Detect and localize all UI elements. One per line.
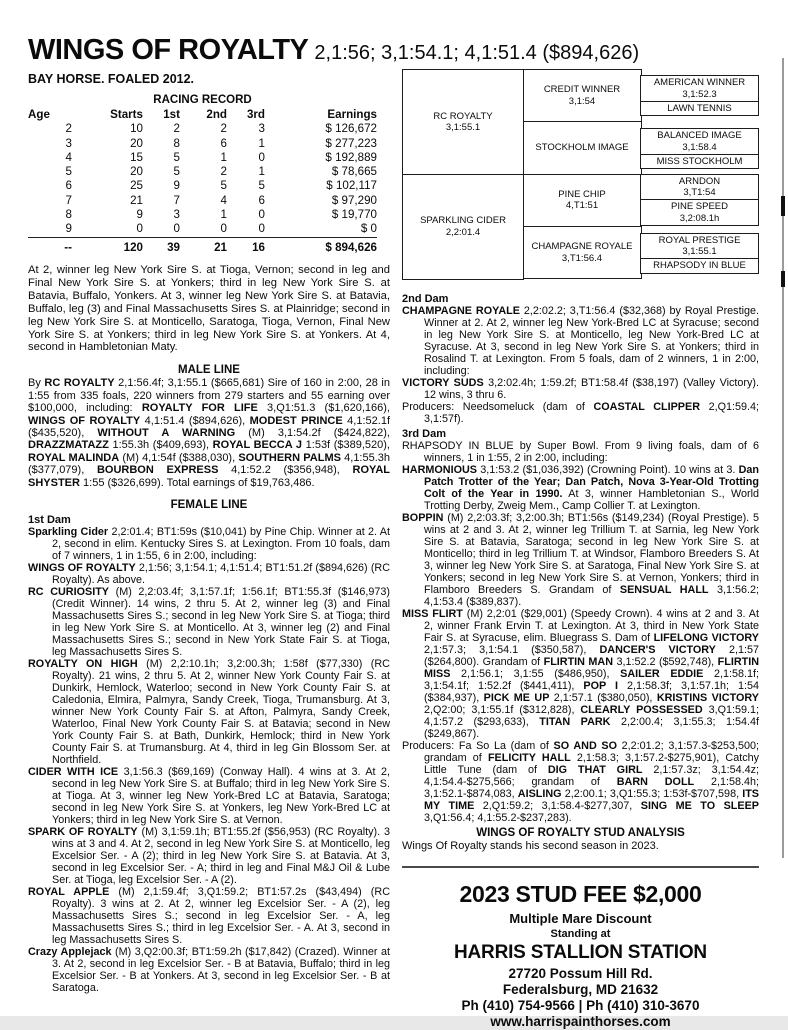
horse-entry-victory-suds: VICTORY SUDS 3,2:02.4h; 1:59.2f; BT1:58.4f ($38,197) (Valley Victory). 12 wins, 3 thru 6. bbox=[402, 376, 759, 401]
col-header-2nd: 2nd bbox=[206, 108, 227, 121]
male-line-heading: MALE LINE bbox=[178, 364, 240, 377]
table-row bbox=[28, 137, 377, 151]
table-cell: 3 bbox=[65, 136, 72, 150]
table-cell: 1 bbox=[258, 165, 265, 179]
racing-record-heading: RACING RECORD bbox=[153, 94, 252, 106]
address-line-1: 27720 Possum Hill Rd. bbox=[508, 966, 653, 981]
phone-numbers: Ph (410) 754-9566 | Ph (410) 310-3670 bbox=[461, 998, 700, 1013]
table-cell: 2 bbox=[65, 122, 72, 136]
table-cell: 21 bbox=[130, 193, 143, 207]
producers-entry-3rd-dam: Producers: Fa So La (dam of SO AND SO 2,2:01.2; 3,1:57.3-$253,500; grandam of FELICITY HALL 2,1:58.3; 3,1:57.2-$275,901), Catchy Little Tune (dam of DIG THAT GIRL 2,1:57.3z; 3,1:54.4z; 4,1:54.4-$275,566; grandam of BARN DOLL 2,1:58.4h; 3,1:52.1-$874,083, AISLING 2,2:00.1; 3,Q1:55.3; 1:53f-$707,598, ITS MY TIME 2,Q1:59.2; 3,1:58.4-$277,307, SING ME TO SLEEP 3,Q1:56.4; 4,1:55.2-$237,283). bbox=[402, 739, 760, 824]
table-cell: 120 bbox=[72, 237, 143, 255]
horse-entry-boppin: BOPPIN (M) 2,2:03.3f; 3,2:00.3h; BT1:56s ($149,234) (Royal Prestige). 5 wins at 2 and 3. At 2, winner leg Trillium T. at Sarnia, leg New York Sire S. at Batavia, Saratoga; second in leg New York Sire S. at Monticello; third in leg Trillium T. at Windsor, Flamboro Breeders S. At 3, winner leg New York Sire S. at Saratoga, Final New York Sire S. at Yonkers; second in leg New York Sire S. at Vernon, Yonkers; third in Flamboro Breeders S. Grandam of SENSUAL HALL 3,1:56.2; 4,1:53.4 ($389,837). bbox=[402, 511, 760, 608]
second-dam-label: 2nd Dam bbox=[402, 292, 449, 305]
table-cell: 8 bbox=[173, 136, 180, 150]
pedigree-sire-sire: CREDIT WINNER 3,1:54 bbox=[523, 69, 642, 123]
table-cell: 5 bbox=[258, 179, 265, 193]
table-cell: 3 bbox=[173, 208, 180, 222]
left-column bbox=[28, 69, 390, 994]
table-cell: 6 bbox=[258, 193, 265, 207]
horse-record-times: 2,1:56; 3,1:54.1; 4,1:51.4 ($894,626) bbox=[314, 42, 640, 64]
pedigree-sire-dam-sire: BALANCED IMAGE 3,1:58.4 bbox=[640, 128, 759, 155]
pedigree-sire-dam-dam: MISS STOCKHOLM bbox=[640, 154, 759, 170]
table-cell: $ 102,117 bbox=[326, 179, 377, 193]
pedigree-dam-dam-dam: RHAPSODY IN BLUE bbox=[640, 258, 759, 274]
pedigree-dam-dam: CHAMPAGNE ROYALE 3,T1:56.4 bbox=[523, 226, 642, 280]
table-row bbox=[28, 122, 377, 136]
table-cell: 4 bbox=[220, 193, 227, 207]
table-cell: 0 bbox=[258, 150, 265, 164]
table-row bbox=[28, 179, 377, 193]
pedigree-dam-sire: PINE CHIP 4,T1:51 bbox=[523, 174, 642, 228]
horse-entry-miss-flirt: MISS FLIRT (M) 2,2:01 ($29,001) (Speedy Crown). 4 wins at 2 and 3. At 2, winner Frank Ervin T. at Lexington. At 3, third in New York State Fair S. at Syracuse, elim. Bluegrass S. Dam of LIFELONG VICTORY 2,1:57.3; 3,1:54.1 ($350,587), DANCER'S VICTORY 2,1:57 ($264,800). Grandam of FLIRTIN MAN 3,1:52.2 ($592,748), FLIRTIN MISS 2,1:56.1; 3,1:55 ($486,950), SAILER EDDIE 2,1:58.1f; 3,1:54.1f; 1:52.2f ($441,411), POP I 2,1:58.3f; 3,1:57.1h; 1:54 ($384,937), PICK ME UP 2,1:57.1 ($380,050), KRISTINS VICTORY 2,Q2:00; 3,1:55.1f ($312,828), CLEARLY POSSESSED 3,Q1:59.1; 4,1:57.2 ($293,633), TITAN PARK 2,2:00.4; 3,1:55.3; 1:54.4f ($249,867). bbox=[402, 607, 760, 740]
table-cell: 9 bbox=[65, 222, 72, 236]
table-cell: 1 bbox=[220, 208, 227, 222]
table-cell: 1 bbox=[220, 150, 227, 164]
table-cell: 39 bbox=[143, 237, 180, 255]
table-header-row bbox=[28, 108, 377, 122]
col-header-starts: Starts bbox=[110, 108, 143, 121]
pedigree-chart bbox=[402, 69, 759, 280]
table-cell: 7 bbox=[65, 193, 72, 207]
scan-artifact-line bbox=[782, 58, 784, 858]
table-cell: 5 bbox=[220, 179, 227, 193]
horse-entry-wings-of-royalty: WINGS OF ROYALTY 2,1:56; 3,1:54.1; 4,1:51.4; BT1:51.2f ($894,626) (RC Royalty). As above. bbox=[28, 561, 391, 586]
male-line-paragraph: By RC ROYALTY 2,1:56.4f; 3,1:55.1 ($665,681) Sire of 160 in 2:00, 28 in 1:55 from 335 foals, 220 winners from 279 starters and 55 earning over $100,000, including: ROYALTY FOR LIFE 3,Q1:51.3 ($1,620,166), WINGS OF ROYALTY 4,1:51.4 ($894,626), MODEST PRINCE 4,1:52.1f ($435,520), WITHOUT A WARNING (M) 3,1:54.2f ($424,822), DRAZZMATAZZ 1:55.3h ($409,693), ROYAL BECCA J 1:53f ($389,520), ROYAL MALINDA (M) 4,1:54f ($388,030), SOUTHERN PALMS 4,1:55.3h ($377,079), BOURBON EXPRESS 4,1:52.2 ($356,948), ROYAL SHYSTER 1:55 ($326,699). Total earnings of $19,763,486. bbox=[28, 377, 391, 489]
horse-entry-rhapsody-in-blue: RHAPSODY IN BLUE by Super Bowl. From 9 living foals, dam of 6 winners, 1 in 1:55, 2 in 2:00, including: bbox=[402, 439, 759, 464]
pedigree-dam-sire-sire: ARNDON 3,T1:54 bbox=[640, 174, 759, 201]
table-cell: 0 bbox=[136, 222, 143, 236]
table-cell: 20 bbox=[130, 165, 143, 179]
table-cell: 21 bbox=[180, 237, 227, 255]
pedigree-dam-dam-sire: ROYAL PRESTIGE 3,1:55.1 bbox=[640, 233, 759, 260]
table-cell: 8 bbox=[65, 208, 72, 222]
horse-entry-royalty-on-high: ROYALTY ON HIGH (M) 2,2:10.1h; 3,2:00.3h; 1:58f ($77,330) (RC Royalty). 21 wins, 2 thru 5. At 2, winner New York County Fair S. at Dunkirk, Hemlock, Waterloo; second in New York County Fair S. at Caledonia, Elmira, Palmyra, Sandy Creek, Tioga, Trumansburg. At 3, winner New York County Fair S. at Afton, Palmyra, Sandy Creek, Waterloo, Final New York County Fair S. at Batavia; second in New York County Fair S. at Bath, Dunkirk, Hemlock; third in New York County Fair S. at Trumansburg. At 4, third in leg Gin Blossom Ser. at Northfield. bbox=[28, 657, 390, 766]
female-line-heading: FEMALE LINE bbox=[170, 498, 248, 511]
col-header-3rd: 3rd bbox=[246, 108, 265, 121]
table-cell: 1 bbox=[258, 136, 265, 150]
right-column bbox=[402, 69, 759, 1030]
table-row bbox=[28, 222, 377, 237]
two-column-layout bbox=[28, 69, 788, 1030]
website-url: www.harrispainthorses.com bbox=[490, 1014, 671, 1029]
pedigree-dam-group bbox=[402, 174, 759, 280]
table-cell: $ 19,770 bbox=[331, 208, 377, 222]
pedigree-sire: RC ROYALTY 3,1:55.1 bbox=[402, 69, 524, 175]
table-cell: $ 0 bbox=[360, 222, 377, 236]
table-cell: 2 bbox=[220, 165, 227, 179]
table-cell: 10 bbox=[130, 122, 143, 136]
standing-at-label: Standing at bbox=[550, 928, 611, 940]
stud-fee: 2023 STUD FEE $2,000 bbox=[459, 881, 702, 907]
table-cell: 9 bbox=[136, 208, 143, 222]
table-cell: 2 bbox=[220, 122, 227, 136]
table-cell: 7 bbox=[173, 193, 180, 207]
table-cell: 5 bbox=[173, 165, 180, 179]
table-cell: $ 277,223 bbox=[325, 136, 377, 150]
table-cell: $ 126,672 bbox=[325, 122, 377, 136]
table-cell: 20 bbox=[130, 136, 143, 150]
producers-entry-2nd-dam: Producers: Needsomeluck (dam of COASTAL CLIPPER 2,Q1:59.4; 3,1:57f). bbox=[402, 400, 759, 425]
table-cell: 9 bbox=[173, 179, 180, 193]
horse-entry-harmonious: HARMONIOUS 3,1:53.2 ($1,036,392) (Crowning Point). 10 wins at 3. Dan Patch Trotter of the Year; Dan Patch, Nova 3-Year-Old Trotting Colt of the Year in 1990. At 3, winner Hambletonian S., World Trotting Derby, Zweig Mem., Camp Collier T. at Lexington. bbox=[402, 463, 759, 512]
table-row bbox=[28, 165, 377, 179]
pedigree-dam: SPARKLING CIDER 2,2:01.4 bbox=[402, 174, 524, 280]
table-row bbox=[28, 208, 377, 222]
table-total-row bbox=[28, 237, 377, 255]
table-cell: 25 bbox=[130, 179, 143, 193]
address-line-2: Federalsburg, MD 21632 bbox=[502, 982, 659, 997]
horse-description: BAY HORSE. FOALED 2012. bbox=[28, 72, 195, 86]
col-header-1st: 1st bbox=[163, 108, 180, 121]
scan-artifact-mark bbox=[781, 196, 785, 216]
table-cell: 0 bbox=[258, 208, 265, 222]
table-cell: 0 bbox=[220, 222, 227, 236]
farm-address bbox=[402, 966, 759, 1030]
horse-entry-royal-apple: ROYAL APPLE (M) 2,1:59.4f; 3,Q1:59.2; BT1:57.2s ($43,494) (RC Royalty). 3 wins at 2. At 2, winner leg Excelsior Ser. - A (2), leg Massachusetts Sires S.; second in leg Excelsior Ser. - A, leg Massachusetts Sires S.; third in leg Excelsior Ser. - A. At 3, second in leg Massachusetts Sires S. bbox=[28, 885, 390, 946]
table-cell: $ 192,889 bbox=[325, 150, 377, 164]
horse-entry-champagne-royale: CHAMPAGNE ROYALE 2,2:02.2; 3,T1:56.4 ($32,368) by Royal Prestige. Winner at 2. At 2, winner leg New York-Bred LC at Syracuse; second in leg New York Sire S. at Monticello, leg New York-Bred LC at Syracuse. At 3, second in leg New York Sire S. at Yonkers; third in Rosalind T. at Lexington. From 5 foals, dam of 2 winners, 1 in 2:00, including: bbox=[402, 304, 759, 377]
table-cell: 0 bbox=[173, 222, 180, 236]
table-cell: 5 bbox=[65, 165, 72, 179]
racing-summary-paragraph: At 2, winner leg New York Sire S. at Tioga, Vernon; second in leg and Final New York Sire S. at Yonkers; third in leg New York Sire S. at Batavia, Buffalo, Yonkers. At 3, winner leg New York Sire S. at Batavia, Buffalo, leg (3) and Final Massachusetts Sires S. at Plainridge; second in leg New York Sire S. at Monticello, Saratoga, Tioga, Vernon, Final New York Sire S. at Yonkers; third in leg New York Sire S. at Yonkers. At 4, second in Hambletonian Maty. bbox=[28, 263, 390, 354]
table-cell: 4 bbox=[65, 150, 72, 164]
racing-record-table bbox=[28, 108, 377, 255]
table-cell: 15 bbox=[130, 150, 143, 164]
horse-entry-rc-curiosity: RC CURIOSITY (M) 2,2:03.4f; 3,1:57.1f; 1:56.1f; BT1:55.3f ($146,973) (Credit Winner). 14 wins, 2 thru 5. At 2, winner leg (3) and Final Massachusetts Sires S.; second in leg New York Sire S. at Tioga; third in leg New York Sire S. at Monticello. At 3, winner leg (2) and Final Massachusetts Sires S.; second in New York State Fair S. at Tioga, leg Massachusetts Sires S. bbox=[28, 585, 390, 658]
pedigree-sire-dam: STOCKHOLM IMAGE bbox=[523, 121, 642, 175]
table-row bbox=[28, 151, 377, 165]
page-title bbox=[28, 34, 788, 67]
table-cell: $ 97,290 bbox=[331, 193, 377, 207]
table-cell: 6 bbox=[65, 179, 72, 193]
third-dam-label: 3rd Dam bbox=[402, 427, 447, 440]
table-cell: 2 bbox=[173, 122, 180, 136]
table-cell: $ 894,626 bbox=[265, 237, 377, 255]
table-cell: -- bbox=[28, 237, 72, 255]
table-cell: 5 bbox=[173, 150, 180, 164]
table-row bbox=[28, 194, 377, 208]
mare-discount: Multiple Mare Discount bbox=[509, 911, 652, 926]
pedigree-sire-sire-dam: LAWN TENNIS bbox=[640, 101, 759, 117]
table-cell: 6 bbox=[220, 136, 227, 150]
col-header-age: Age bbox=[28, 108, 50, 121]
table-cell: 3 bbox=[258, 122, 265, 136]
stud-analysis-heading: WINGS OF ROYALTY STUD ANALYSIS bbox=[476, 826, 685, 839]
col-header-earnings: Earnings bbox=[327, 108, 377, 121]
horizontal-divider bbox=[402, 866, 759, 868]
horse-entry-cider-with-ice: CIDER WITH ICE 3,1:56.3 ($69,169) (Conway Hall). 4 wins at 3. At 2, second in leg New York Sire S. at Buffalo; third in leg New York Sire S. at Tioga. At 3, winner leg New York-Bred LC at Batavia, Saratoga; second in leg New York Sire S. at Yonkers, leg New York-Bred LC at Yonkers; third in leg New York Sire S. at Vernon. bbox=[28, 765, 390, 826]
horse-name: WINGS OF ROYALTY bbox=[28, 34, 309, 66]
horse-entry-sparkling-cider: Sparkling Cider 2,2:01.4; BT1:59s ($10,041) by Pine Chip. Winner at 2. At 2, second in elim. Kentucky Sires S. at Lexington. From 10 foals, dam of 7 winners, 1 in 1:55, 6 in 2:00, including: bbox=[28, 525, 390, 562]
table-cell: 16 bbox=[227, 237, 265, 255]
stud-analysis-text: Wings Of Royalty stands his second season in 2023. bbox=[402, 839, 659, 852]
first-dam-label: 1st Dam bbox=[28, 513, 71, 526]
pedigree-sire-group bbox=[402, 69, 759, 175]
dam-sections bbox=[402, 293, 759, 853]
table-cell: 0 bbox=[258, 222, 265, 236]
table-cell: $ 78,665 bbox=[331, 165, 377, 179]
pedigree-sire-sire-sire: AMERICAN WINNER 3,1:52.3 bbox=[640, 75, 759, 102]
horse-entry-crazy-applejack: Crazy Applejack (M) 3,Q2:00.3f; BT1:59.2h ($17,842) (Crazed). Winner at 3. At 2, second in leg Excelsior Ser. - B at Batavia, Buffalo; third in leg Excelsior Ser. - B at Yonkers. At 3, second in leg Excelsior Ser. - B at Saratoga. bbox=[28, 945, 390, 994]
stud-fee-block bbox=[402, 881, 759, 1030]
pedigree-dam-sire-dam: PINE SPEED 3,2:08.1h bbox=[640, 199, 759, 226]
farm-name: HARRIS STALLION STATION bbox=[454, 942, 707, 963]
scan-artifact-mark bbox=[781, 271, 785, 287]
horse-entry-spark-of-royalty: SPARK OF ROYALTY (M) 3,1:59.1h; BT1:55.2f ($56,953) (RC Royalty). 3 wins at 3 and 4. At 2, second in leg New York Sire S. at Monticello, leg Excelsior Ser. - A (2); third in leg New York Sire S. at Batavia. At 3, second in leg Excelsior Ser. - A; third in leg and Final M&J Oil & Lube Ser. at Tioga, leg Excelsior Ser. - A (2). bbox=[28, 825, 391, 886]
